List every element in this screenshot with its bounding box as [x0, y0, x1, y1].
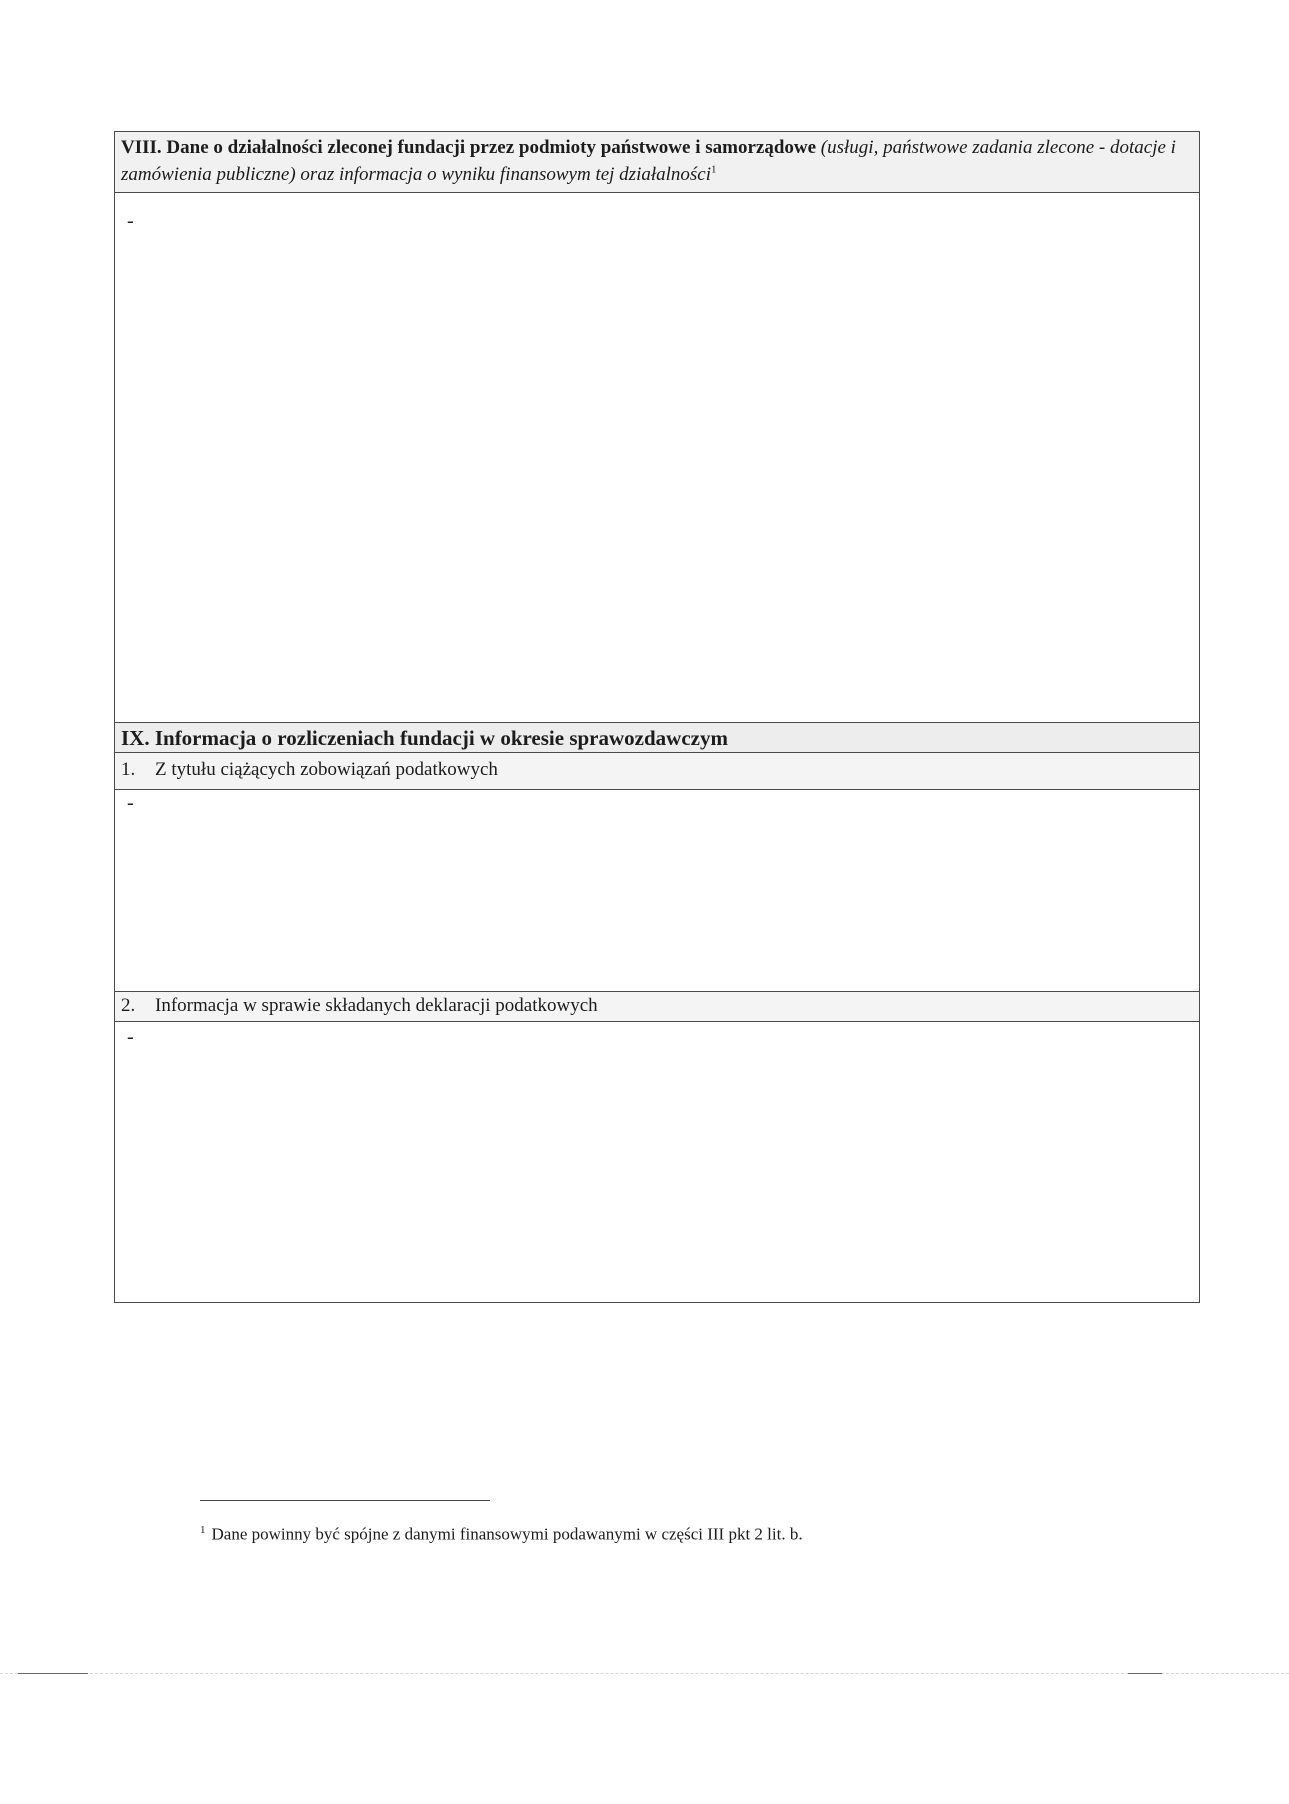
section-ix-item-2-header	[115, 991, 1199, 1022]
section-ix-item-1-header	[115, 753, 1199, 790]
footnote-text: Dane powinny być spójne z danymi finansowymi podawanymi w części III pkt 2 lit. b.	[211, 1524, 803, 1544]
section-viii-subtitle: (usługi, państwowe zadania zlecone - dotacje i zamówienia publiczne) oraz informacja o wyniku finansowym tej działalności	[121, 137, 1176, 185]
footnote	[200, 1518, 803, 1547]
section-viii-content: -	[127, 210, 134, 232]
section-viii-header	[115, 132, 1199, 193]
item-label: Z tytułu ciążących zobowiązań podatkowych	[155, 759, 498, 780]
item-number: 1.	[121, 759, 136, 780]
footnote-divider	[200, 1500, 490, 1501]
scan-artifact-line	[0, 1673, 1289, 1674]
footnote-number: 1	[200, 1524, 206, 1536]
section-ix-item-2-content: -	[127, 1026, 134, 1048]
section-ix-item-1-content: -	[127, 792, 134, 814]
section-viii-title: Dane o działalności zleconej fundacji przez podmioty państwowe i samorządowe	[166, 137, 817, 158]
item-label: Informacja w sprawie składanych deklaracji podatkowych	[155, 995, 598, 1016]
section-ix-title: IX. Informacja o rozliczeniach fundacji w okresie sprawozdawczym	[115, 722, 1199, 753]
section-viii-number: VIII.	[121, 137, 162, 158]
footnote-reference: 1	[711, 163, 717, 176]
item-number: 2.	[121, 995, 136, 1016]
scan-artifact-mark-left	[18, 1673, 88, 1674]
scan-artifact-mark-right	[1128, 1673, 1162, 1674]
report-form-frame	[114, 131, 1200, 1303]
